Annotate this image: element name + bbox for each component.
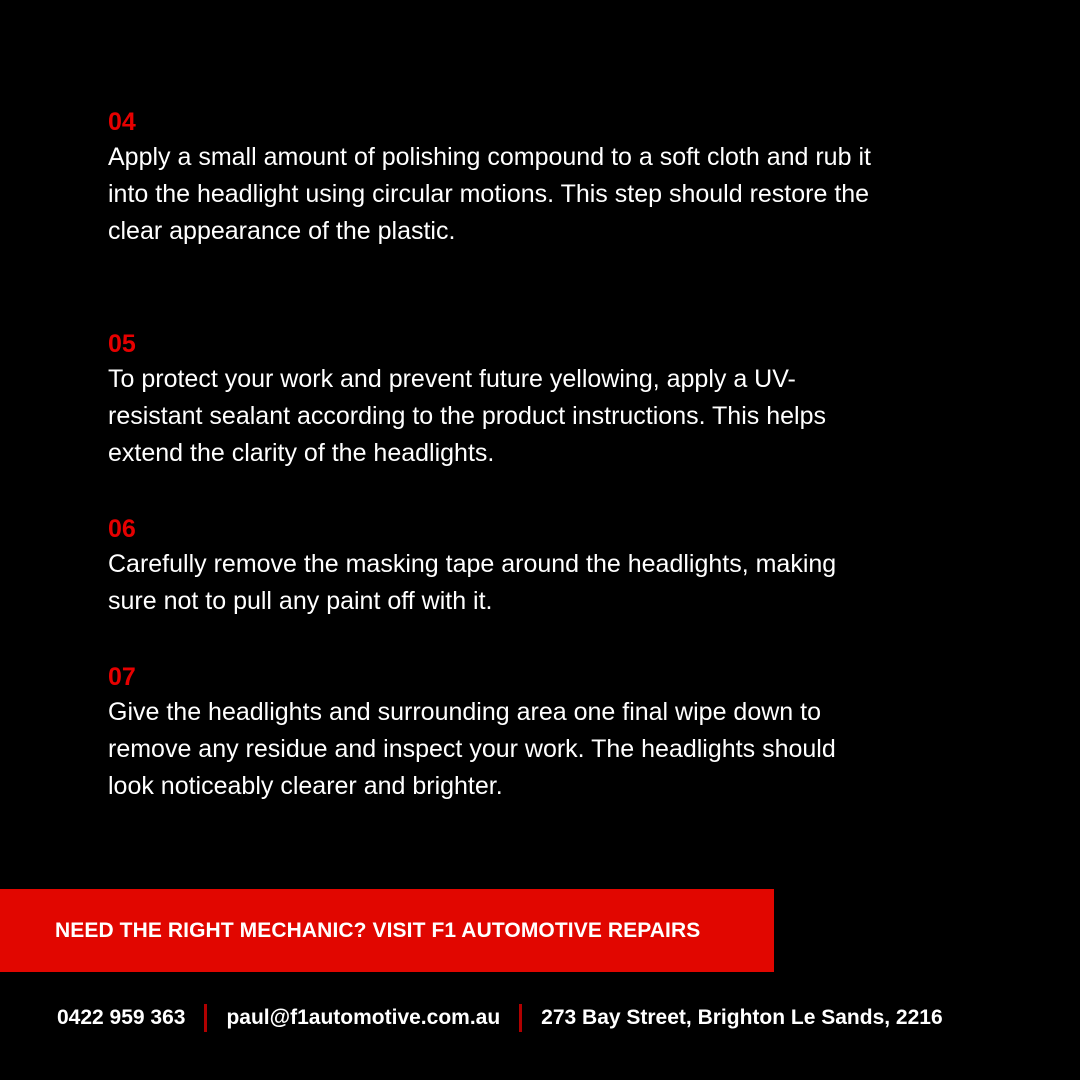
- step-text: Apply a small amount of polishing compound to a soft cloth and rub it into the headlight using circular motions. This step should restore the clear appearance of the plastic.: [108, 143, 871, 245]
- divider: [204, 1004, 207, 1032]
- step-text: Carefully remove the masking tape around the headlights, making sure not to pull any paint off with it.: [108, 550, 837, 615]
- step-number: 04: [108, 108, 136, 136]
- step-text: To protect your work and prevent future yellowing, apply a UV-resistant sealant according to the product instructions. This helps extend the clarity of the headlights.: [108, 365, 826, 467]
- email-address[interactable]: paul@f1automotive.com.au: [226, 1006, 501, 1029]
- step-number: 06: [108, 515, 136, 543]
- step-number: 07: [108, 663, 136, 691]
- divider: [519, 1004, 522, 1032]
- cta-banner[interactable]: [0, 889, 774, 972]
- street-address: 273 Bay Street, Brighton Le Sands, 2216: [541, 1006, 943, 1029]
- step-text: Give the headlights and surrounding area one final wipe down to remove any residue and inspect your work. The headlights should look noticeably clearer and brighter.: [108, 698, 836, 800]
- cta-label[interactable]: NEED THE RIGHT MECHANIC? VISIT F1 AUTOMOTIVE REPAIRS: [55, 918, 701, 942]
- step-07: [108, 661, 888, 805]
- step-04: [108, 106, 888, 250]
- contact-bar: [57, 1004, 943, 1032]
- step-05: [108, 328, 888, 472]
- step-06: [108, 513, 888, 620]
- step-number: 05: [108, 330, 136, 358]
- phone-number[interactable]: 0422 959 363: [57, 1006, 186, 1029]
